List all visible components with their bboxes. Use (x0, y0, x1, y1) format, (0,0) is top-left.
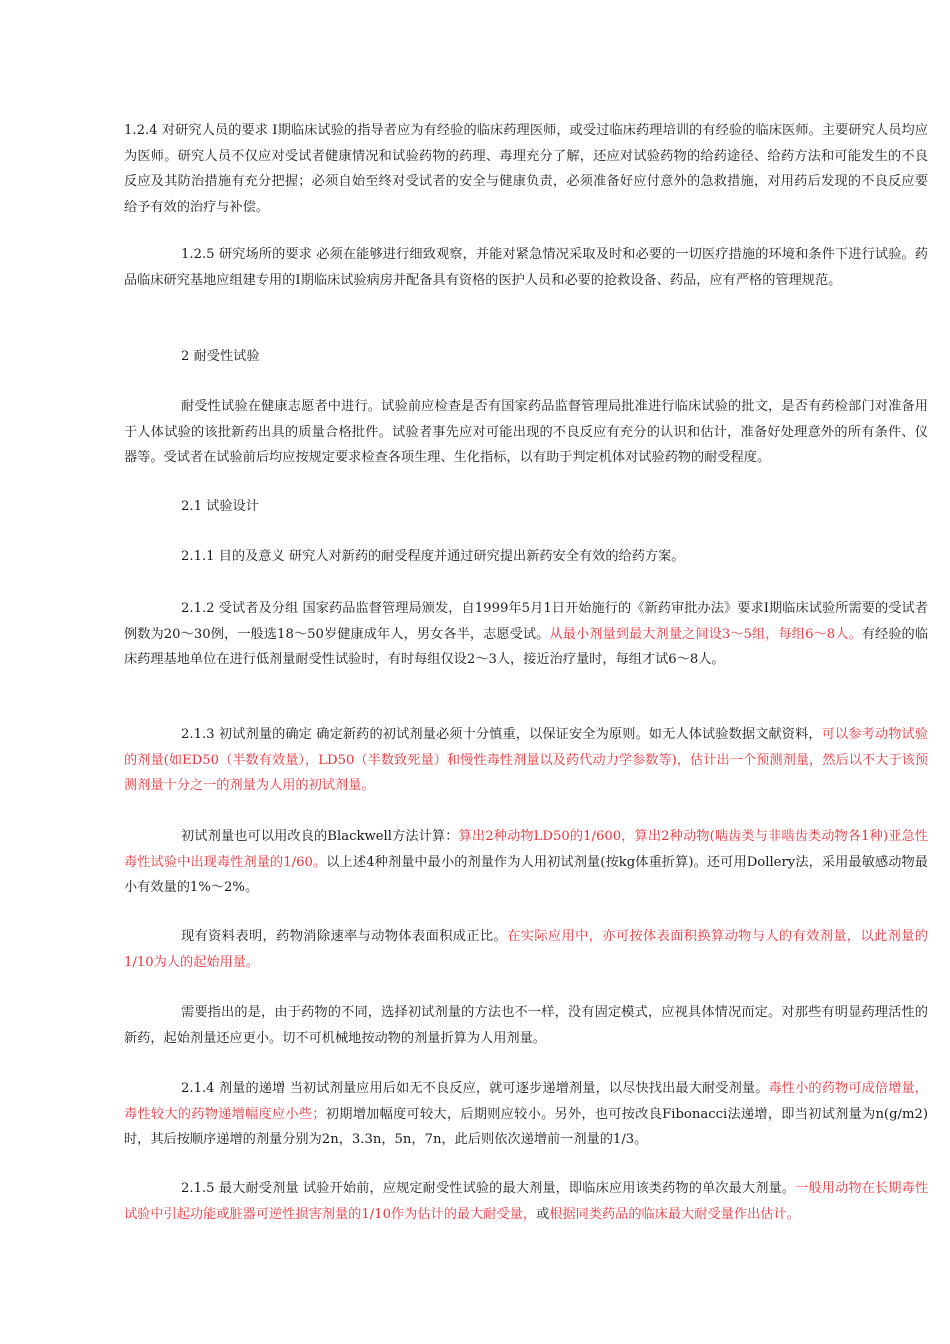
paragraph-tolerance-intro (124, 394, 928, 471)
body-text: 2.1.3 初试剂量的确定 确定新药的初试剂量必须十分慎重，以保证安全为原则。如无人体试验数据文献资料， (181, 727, 822, 742)
highlighted-text: 算出2种动物LD50的1/600，算出2种动物(啮齿类与非啮齿类动物各1种)亚急性毒性试验中出现毒性剂量的1/60。 (124, 829, 928, 870)
paragraph-2-1-3 (124, 722, 928, 799)
body-text: 2.1 试验设计 (181, 499, 259, 514)
body-text: 2 耐受性试验 (181, 349, 260, 364)
highlighted-text: 可以参考动物试验的剂量(如ED50（半数有效量），LD50（半数致死量）和慢性毒性剂量以及药代动力学参数等)，估计出一个预测剂量，然后以不大于该预测剂量十分之一的剂量为人用的初试剂量。 (124, 727, 928, 793)
highlighted-text: 根据同类药品的临床最大耐受量作出估计。 (549, 1206, 800, 1222)
paragraph-2-1-2 (124, 596, 928, 673)
body-text: 初试剂量也可以用改良的Blackwell方法计算： (181, 829, 459, 844)
body-text: 有经验的临床药理基地单位在进行低剂量耐受性试验时，有时每组仅设2～3人，接近治疗量时，每组才试6～8人。 (124, 626, 929, 667)
highlighted-text: 从最小剂量到最大剂量之间设3～5组，每组6～8人。 (549, 626, 862, 642)
body-text: 现有资料表明，药物消除速率与动物体表面积成正比。 (181, 929, 508, 944)
body-text: 或 (536, 1206, 550, 1222)
section-heading-2-1 (124, 494, 928, 520)
paragraph-2-1-1 (124, 544, 928, 570)
highlighted-text: 毒性小的药物可成倍增量，毒性较大的药物递增幅度应小些； (124, 1081, 928, 1122)
body-text: 2.1.5 最大耐受剂量 试验开始前，应规定耐受性试验的最大剂量，即临床应用该类药物的单次最大剂量。 (181, 1181, 796, 1196)
paragraph-1-2-5 (124, 242, 928, 293)
paragraph-surface-area (124, 924, 928, 975)
body-text: 以上述4种剂量中最小的剂量作为人用初试剂量(按kg体重折算)。还可用Dollery法，采用最敏感动物最小有效量的1%～2%。 (124, 854, 928, 895)
body-text: 初期增加幅度可较大，后期则应较小。另外，也可按改良Fibonacci法递增，即当初试剂量为n(g/m2)时，其后按顺序递增的剂量分别为2n，3.3n，5n，7n，此后则依次递增前一剂量的1/3。 (124, 1106, 929, 1147)
paragraph-2-1-4 (124, 1076, 928, 1153)
body-text: 2.1.1 目的及意义 研究人对新药的耐受程度并通过研究提出新药安全有效的给药方案。 (181, 549, 685, 564)
paragraph-notes (124, 1000, 928, 1051)
paragraph-1-2-4 (124, 118, 928, 220)
section-heading-2 (124, 344, 928, 370)
body-text: 1.2.5 研究场所的要求 必须在能够进行细致观察，并能对紧急情况采取及时和必要的一切医疗措施的环境和条件下进行试验。药品临床研究基地应组建专用的I期临床试验病房并配备具有资格的医护人员和必要的抢救设备、药品，应有严格的管理规范。 (124, 247, 928, 288)
paragraph-2-1-5 (124, 1176, 928, 1227)
body-text: 2.1.2 受试者及分组 国家药品监督管理局颁发，自1999年5月1日开始施行的《新药审批办法》要求I期临床试验所需要的受试者例数为20～30例，一般选18～50岁健康成年人，男女各半，志愿受试。 (124, 601, 928, 642)
highlighted-text: 一般用动物在长期毒性试验中引起功能或脏器可逆性损害剂量的1/10作为估计的最大耐受量， (124, 1181, 929, 1222)
paragraph-blackwell (124, 824, 928, 901)
body-text: 2.1.4 剂量的递增 当初试剂量应用后如无不良反应，就可逐步递增剂量，以尽快找出最大耐受剂量。 (181, 1081, 769, 1096)
highlighted-text: 在实际应用中，亦可按体表面积换算动物与人的有效剂量，以此剂量的1/10为人的起始用量。 (124, 929, 928, 970)
body-text: 1.2.4 对研究人员的要求 I期临床试验的指导者应为有经验的临床药理医师，或受过临床药理培训的有经验的临床医师。主要研究人员均应为医师。研究人员不仅应对受试者健康情况和试验药物的药理、毒理充分了解，还应对试验药物的给药途径、给药方法和可能发生的不良反应及其防治措施有充分把握；必须自始至终对受试者的安全与健康负责，必须准备好应付意外的急救措施，对用药后发现的不良反应要给予有效的治疗与补偿。 (124, 123, 928, 215)
body-text: 需要指出的是，由于药物的不同，选择初试剂量的方法也不一样，没有固定模式，应视具体情况而定。对那些有明显药理活性的新药，起始剂量还应更小。切不可机械地按动物的剂量折算为人用剂量。 (124, 1005, 928, 1046)
body-text: 耐受性试验在健康志愿者中进行。试验前应检查是否有国家药品监督管理局批准进行临床试验的批文，是否有药检部门对准备用于人体试验的该批新药出具的质量合格批件。试验者事先应对可能出现的不良反应有充分的认识和估计，准备好处理意外的所有条件、仪器等。受试者在试验前后均应按规定要求检查各项生理、生化指标，以有助于判定机体对试验药物的耐受程度。 (124, 399, 928, 465)
